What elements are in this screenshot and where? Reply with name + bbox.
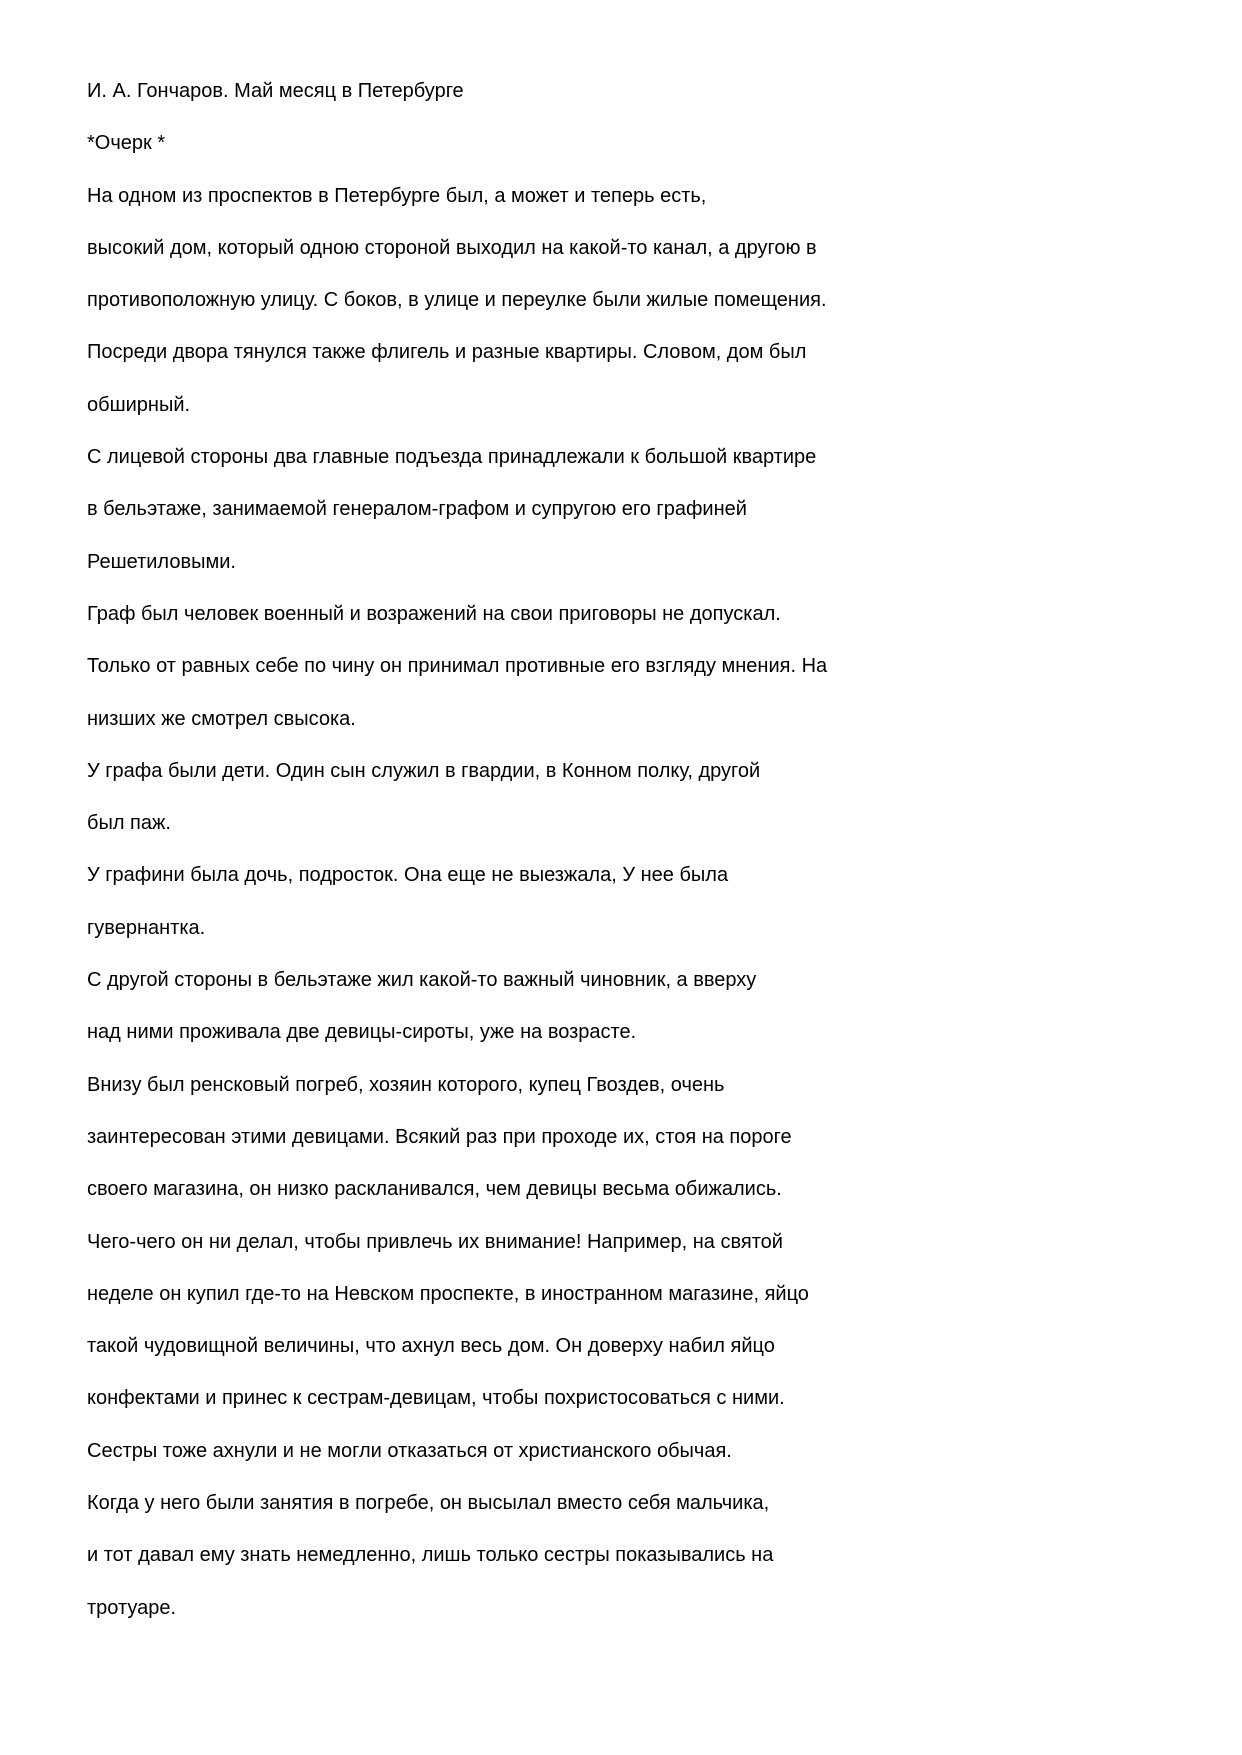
text-line: Граф был человек военный и возражений на свои приговоры не допускал. <box>87 602 781 625</box>
document-body <box>87 79 1087 1648</box>
text-line: Когда у него были занятия в погребе, он высылал вместо себя мальчика, <box>87 1492 770 1515</box>
text-line: противоположную улицу. С боков, в улице и переулке были жилые помещения. <box>87 289 827 312</box>
text-line: высокий дом, который одною стороной выходил на какой-то канал, а другою в <box>87 236 817 259</box>
document-title: И. А. Гончаров. Май месяц в Петербурге <box>87 80 464 102</box>
text-line: был паж. <box>87 812 171 835</box>
text-line: Решетиловыми. <box>87 550 236 573</box>
text-line: такой чудовищной величины, что ахнул весь дом. Он доверху набил яйцо <box>87 1335 775 1358</box>
text-line: неделе он купил где-то на Невском проспекте, в иностранном магазине, яйцо <box>87 1282 809 1305</box>
text-line: Внизу был ренсковый погреб, хозяин которого, купец Гвоздев, очень <box>87 1073 725 1096</box>
text-line: обширный. <box>87 393 191 416</box>
text-line: Чего-чего он ни делал, чтобы привлечь их внимание! Например, на святой <box>87 1230 783 1253</box>
text-line: гувернантка. <box>87 916 206 939</box>
text-line: Сестры тоже ахнули и не могли отказаться от христианского обычая. <box>87 1439 732 1462</box>
text-line: С другой стороны в бельэтаже жил какой-то важный чиновник, а вверху <box>87 969 757 992</box>
text-line: У графа были дети. Один сын служил в гвардии, в Конном полку, другой <box>87 759 761 782</box>
document-subtitle: *Очерк * <box>87 132 166 155</box>
text-line: над ними проживала две девицы-сироты, уже на возрасте. <box>87 1021 637 1044</box>
text-line: и тот давал ему знать немедленно, лишь только сестры показывались на <box>87 1544 774 1567</box>
text-line: С лицевой стороны два главные подъезда принадлежали к большой квартире <box>87 446 817 469</box>
text-line: низших же смотрел свысока. <box>87 707 356 730</box>
text-line: конфектами и принес к сестрам-девицам, чтобы похристосоваться с ними. <box>87 1387 785 1410</box>
text-line: У графини была дочь, подросток. Она еще не выезжала, У нее была <box>87 864 729 887</box>
text-line: На одном из проспектов в Петербурге был, а может и теперь есть, <box>87 184 707 207</box>
text-line: тротуаре. <box>87 1596 177 1619</box>
text-line: своего магазина, он низко раскланивался, чем девицы весьма обижались. <box>87 1178 782 1201</box>
text-line: в бельэтаже, занимаемой генералом-графом и супругою его графиней <box>87 498 747 521</box>
text-line: Посреди двора тянулся также флигель и разные квартиры. Словом, дом был <box>87 341 807 364</box>
text-line: Только от равных себе по чину он принимал противные его взгляду мнения. На <box>87 655 828 678</box>
text-line: заинтересован этими девицами. Всякий раз при проходе их, стоя на пороге <box>87 1125 792 1148</box>
